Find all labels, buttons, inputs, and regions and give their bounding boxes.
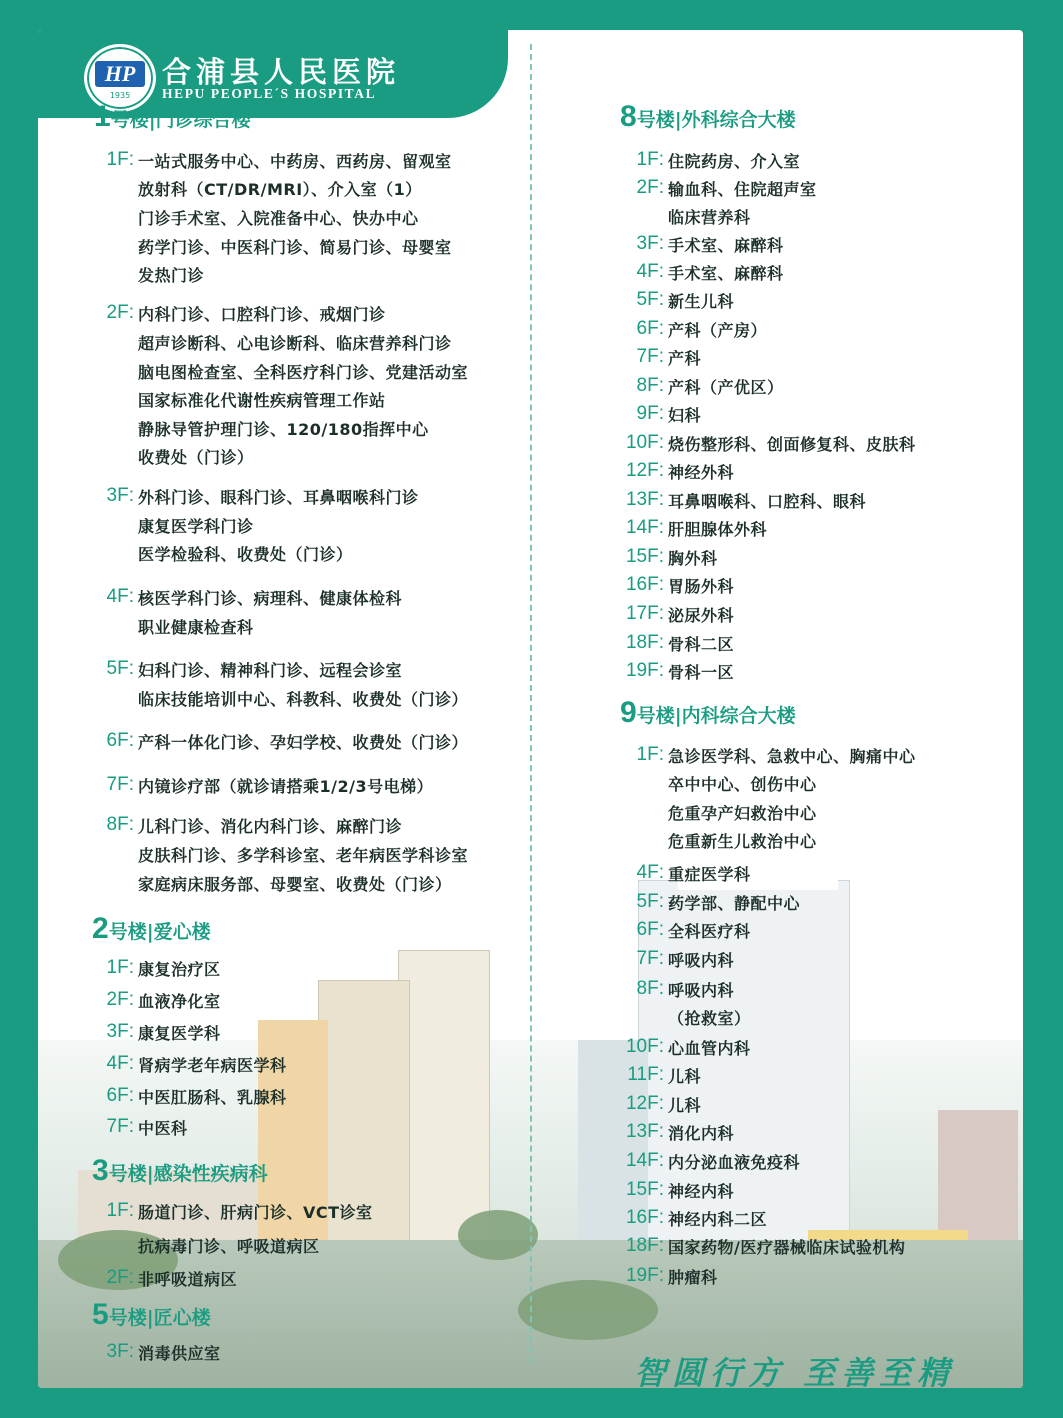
floor-line: 神经内科二区 (668, 1210, 768, 1229)
floor-label: 1F: (636, 149, 664, 170)
floor-label: 9F: (636, 403, 664, 424)
floor-line: 神经外科 (668, 463, 735, 482)
floor-label: 1F: (106, 149, 134, 170)
floor-line: 康复治疗区 (138, 960, 221, 979)
floor-label: 3F: (636, 233, 664, 254)
floor-line: 消毒供应室 (138, 1344, 221, 1363)
floor-label: 5F: (636, 289, 664, 310)
floor-label: 7F: (636, 948, 664, 969)
floor-label: 2F: (106, 989, 134, 1010)
floor-line: 国家标准化代谢性疾病管理工作站 (138, 391, 386, 410)
floor-line: 一站式服务中心、中药房、西药房、留观室 (138, 152, 452, 171)
floor-line: 泌尿外科 (668, 606, 735, 625)
floor-line: 危重新生儿救治中心 (668, 832, 817, 851)
floor-label: 4F: (636, 261, 664, 282)
floor-line: 心血管内科 (668, 1039, 751, 1058)
floor-label: 8F: (636, 978, 664, 999)
floor-line: 血液净化室 (138, 992, 221, 1011)
building-8-heading: 8号楼|外科综合大楼 (620, 100, 796, 133)
floor-line: 神经内科 (668, 1182, 735, 1201)
floor-label: 3F: (106, 1341, 134, 1362)
floor-label: 18F: (625, 1235, 664, 1256)
floor-line: 内镜诊疗部（就诊请搭乘1/2/3号电梯） (138, 777, 434, 796)
floor-line: 康复医学科 (138, 1024, 221, 1043)
floor-line: 临床营养科 (668, 208, 751, 227)
floor-label: 2F: (636, 177, 664, 198)
floor-line: 产科 (668, 349, 702, 368)
floor-label: 8F: (106, 814, 134, 835)
floor-label: 7F: (106, 1116, 134, 1137)
floor-line: 骨科一区 (668, 663, 735, 682)
floor-label: 1F: (636, 744, 664, 765)
floor-label: 7F: (636, 346, 664, 367)
floor-label: 2F: (106, 1267, 134, 1288)
floor-line: 发热门诊 (138, 266, 205, 285)
floor-label: 12F: (625, 1093, 664, 1114)
floor-label: 17F: (625, 603, 664, 624)
floor-label: 15F: (625, 1179, 664, 1200)
floor-line: 药学门诊、中医科门诊、简易门诊、母婴室 (138, 238, 452, 257)
hospital-logo-icon: HP 1935 (84, 44, 156, 112)
floor-label: 4F: (636, 862, 664, 883)
floor-label: 7F: (106, 774, 134, 795)
floor-line: 肿瘤科 (668, 1268, 718, 1287)
floor-line: 产科（产优区） (668, 378, 784, 397)
floor-line: 新生儿科 (668, 292, 735, 311)
floor-line: 肝胆腺体外科 (668, 520, 768, 539)
floor-label: 15F: (625, 546, 664, 567)
floor-line: 烧伤整形科、创面修复科、皮肤科 (668, 435, 916, 454)
floor-line: 国家药物/医疗器械临床试验机构 (668, 1238, 906, 1257)
floor-label: 12F: (625, 460, 664, 481)
floor-line: （抢救室） (668, 1009, 751, 1028)
floor-line: 家庭病床服务部、母婴室、收费处（门诊） (138, 875, 452, 894)
hospital-name-cn: 合浦县人民医院 (162, 55, 401, 89)
floor-label: 16F: (625, 574, 664, 595)
floor-line: 核医学科门诊、病理科、健康体检科 (138, 589, 403, 608)
floor-line: 医学检验科、收费处（门诊） (138, 545, 353, 564)
floor-label: 1F: (106, 1200, 134, 1221)
floor-label: 6F: (106, 1085, 134, 1106)
floor-line: 重症医学科 (668, 865, 751, 884)
floor-label: 6F: (636, 318, 664, 339)
floor-line: 消化内科 (668, 1124, 735, 1143)
floor-line: 骨科二区 (668, 635, 735, 654)
floor-label: 3F: (106, 1021, 134, 1042)
floor-line: 中医肛肠科、乳腺科 (138, 1088, 287, 1107)
floor-line: 脑电图检查室、全科医疗科门诊、党建活动室 (138, 363, 469, 382)
building-1-heading: 1号楼|门诊综合楼 (94, 100, 251, 133)
floor-line: 输血科、住院超声室 (668, 180, 817, 199)
floor-label: 16F: (625, 1207, 664, 1228)
floor-label: 14F: (625, 517, 664, 538)
floor-label: 8F: (636, 375, 664, 396)
floor-line: 耳鼻咽喉科、口腔科、眼科 (668, 492, 867, 511)
floor-label: 4F: (106, 586, 134, 607)
floor-line: 肠道门诊、肝病门诊、VCT诊室 (138, 1203, 373, 1222)
floor-line: 临床技能培训中心、科教科、收费处（门诊） (138, 690, 469, 709)
floor-line: 非呼吸道病区 (138, 1270, 238, 1289)
floor-line: 产科一体化门诊、孕妇学校、收费处（门诊） (138, 733, 469, 752)
floor-line: 内分泌血液免疫科 (668, 1153, 801, 1172)
floor-line: 危重孕产妇救治中心 (668, 804, 817, 823)
floor-label: 19F: (625, 660, 664, 681)
floor-line: 儿科 (668, 1067, 702, 1086)
floor-line: 放射科（CT/DR/MRI）、介入室（1） (138, 180, 422, 199)
floor-line: 儿科门诊、消化内科门诊、麻醉门诊 (138, 817, 403, 836)
floor-label: 10F: (625, 432, 664, 453)
building-5-heading: 5号楼|匠心楼 (92, 1298, 211, 1331)
floor-line: 妇科 (668, 406, 702, 425)
floor-line: 肾病学老年病医学科 (138, 1056, 287, 1075)
floor-line: 全科医疗科 (668, 922, 751, 941)
floor-label: 5F: (106, 658, 134, 679)
column-divider (530, 44, 532, 1362)
floor-label: 2F: (106, 302, 134, 323)
floor-label: 11F: (627, 1064, 664, 1085)
floor-line: 产科（产房） (668, 321, 768, 340)
floor-line: 门诊手术室、入院准备中心、快办中心 (138, 209, 419, 228)
floor-line: 儿科 (668, 1096, 702, 1115)
hospital-name-en: HEPU PEOPLE´S HOSPITAL (162, 86, 377, 101)
floor-label: 6F: (636, 919, 664, 940)
building-3-heading: 3号楼|感染性疾病科 (92, 1154, 268, 1187)
building-2-heading: 2号楼|爱心楼 (92, 912, 211, 945)
floor-line: 外科门诊、眼科门诊、耳鼻咽喉科门诊 (138, 488, 419, 507)
floor-label: 13F: (625, 489, 664, 510)
floor-line: 胸外科 (668, 549, 718, 568)
hospital-slogan: 智圆行方 至善至精 (634, 1354, 956, 1388)
floor-label: 3F: (106, 485, 134, 506)
floor-line: 卒中中心、创伤中心 (668, 775, 817, 794)
floor-line: 皮肤科门诊、多学科诊室、老年病医学科诊室 (138, 846, 469, 865)
floor-line: 内科门诊、口腔科门诊、戒烟门诊 (138, 305, 386, 324)
floor-line: 住院药房、介入室 (668, 152, 801, 171)
floor-line: 手术室、麻醉科 (668, 264, 784, 283)
floor-label: 6F: (106, 730, 134, 751)
floor-label: 19F: (625, 1265, 664, 1286)
poster-panel (38, 30, 1023, 1388)
floor-label: 10F: (625, 1036, 664, 1057)
floor-line: 药学部、静配中心 (668, 894, 801, 913)
floor-line: 急诊医学科、急救中心、胸痛中心 (668, 747, 916, 766)
floor-line: 手术室、麻醉科 (668, 236, 784, 255)
floor-label: 14F: (625, 1150, 664, 1171)
floor-line: 康复医学科门诊 (138, 517, 254, 536)
floor-label: 13F: (625, 1121, 664, 1142)
floor-label: 1F: (106, 957, 134, 978)
floor-line: 抗病毒门诊、呼吸道病区 (138, 1237, 320, 1256)
floor-line: 静脉导管护理门诊、120/180指挥中心 (138, 420, 429, 439)
floor-line: 呼吸内科 (668, 981, 735, 1000)
floor-line: 职业健康检查科 (138, 618, 254, 637)
floor-line: 中医科 (138, 1119, 188, 1138)
floor-line: 超声诊断科、心电诊断科、临床营养科门诊 (138, 334, 452, 353)
floor-line: 收费处（门诊） (138, 448, 254, 467)
floor-line: 妇科门诊、精神科门诊、远程会诊室 (138, 661, 403, 680)
floor-line: 呼吸内科 (668, 951, 735, 970)
floor-label: 4F: (106, 1053, 134, 1074)
floor-label: 5F: (636, 891, 664, 912)
building-9-heading: 9号楼|内科综合大楼 (620, 696, 796, 729)
floor-label: 18F: (625, 632, 664, 653)
floor-line: 胃肠外科 (668, 577, 735, 596)
